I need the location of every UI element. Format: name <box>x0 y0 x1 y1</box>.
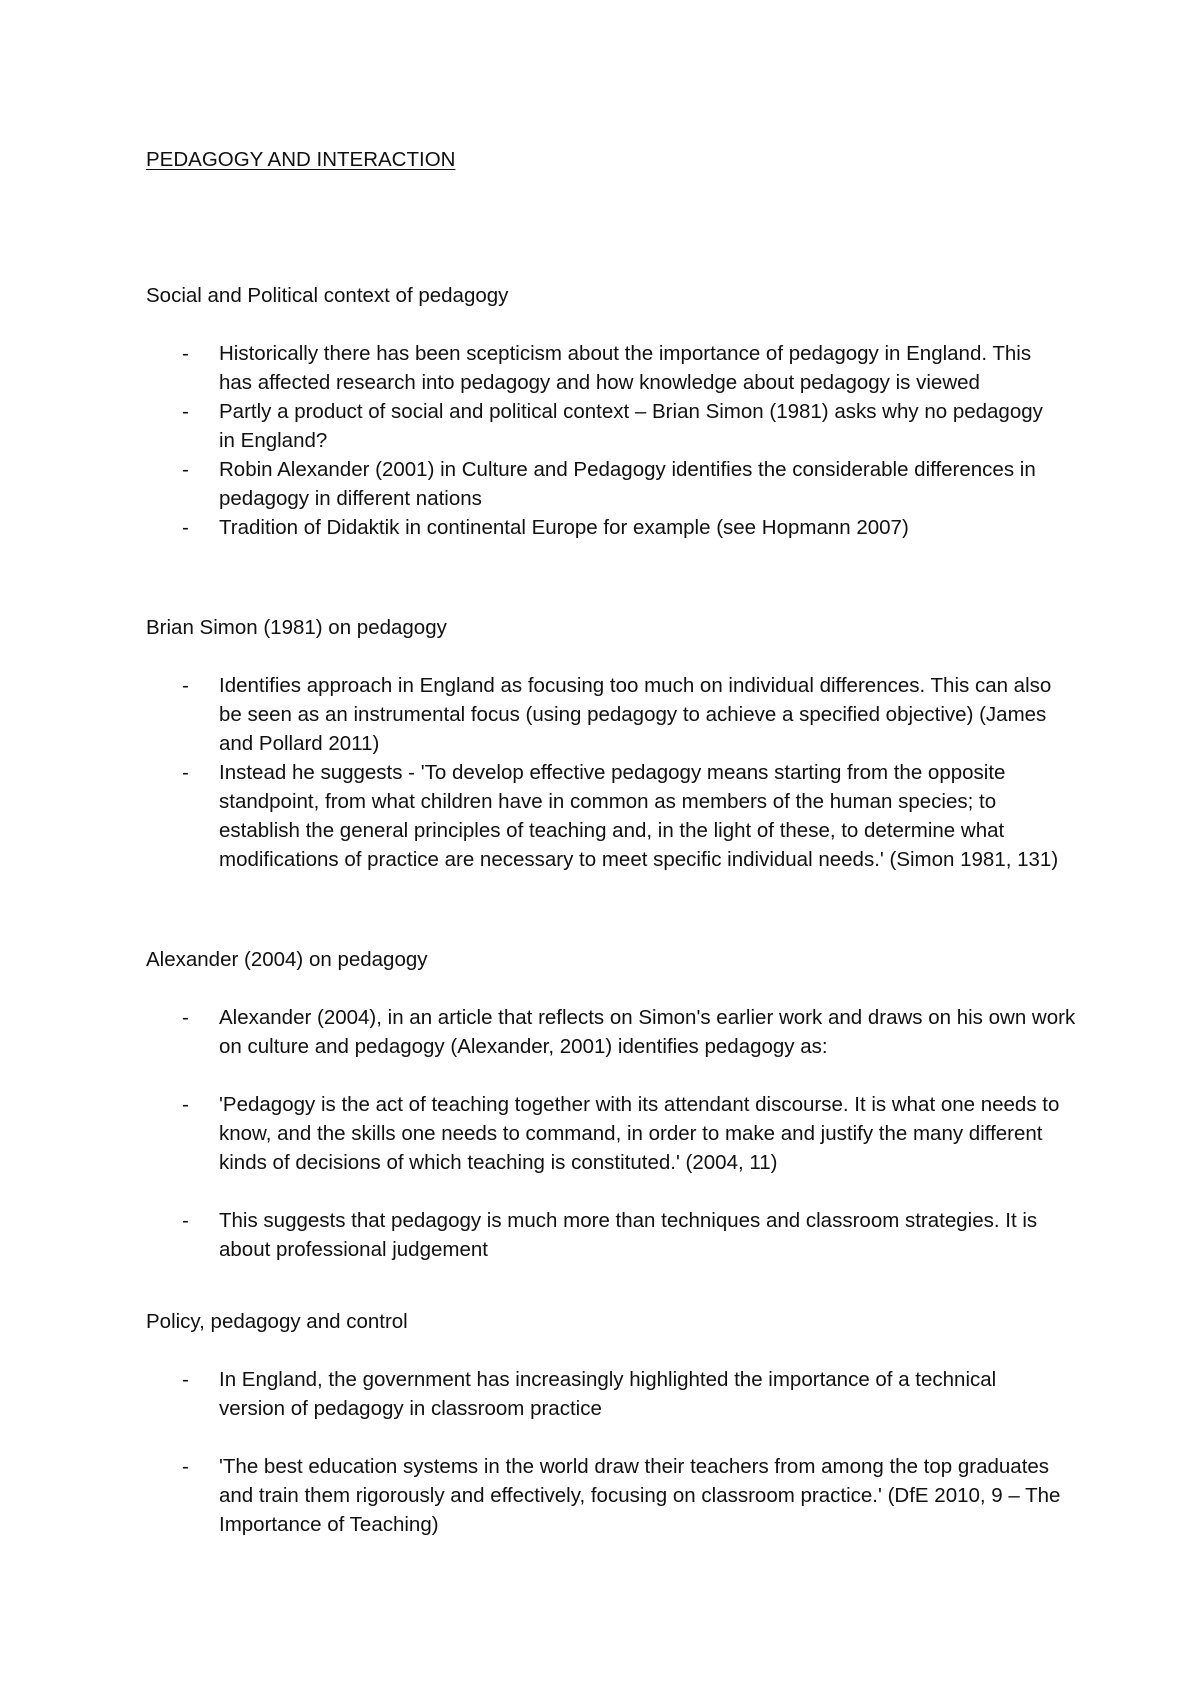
section-alexander <box>146 945 1086 1264</box>
list-item <box>146 455 1061 513</box>
list-item-text: This suggests that pedagogy is much more than techniques and classroom strategies. It is about professional judgement <box>219 1209 1038 1261</box>
bullet-marker: - <box>182 1455 189 1478</box>
document-title: PEDAGOGY AND INTERACTION <box>146 148 456 171</box>
list-item <box>146 1365 1061 1423</box>
bullet-list <box>146 671 1086 874</box>
bullet-marker: - <box>182 674 189 697</box>
list-item <box>146 339 1061 397</box>
bullet-marker: - <box>182 400 189 423</box>
bullet-marker: - <box>182 1093 189 1116</box>
bullet-marker: - <box>182 458 189 481</box>
list-item-text: Tradition of Didaktik in continental Europe for example (see Hopmann 2007) <box>219 516 909 539</box>
bullet-marker: - <box>182 761 189 784</box>
section-policy-pedagogy-control <box>146 1307 1086 1539</box>
list-item-text: Partly a product of social and political context – Brian Simon (1981) asks why no pedagogy in England? <box>219 400 1043 452</box>
section-heading: Brian Simon (1981) on pedagogy <box>146 616 447 639</box>
section-social-political-context <box>146 281 1086 542</box>
bullet-list <box>146 339 1086 542</box>
list-item-text: Identifies approach in England as focusing too much on individual differences. This can also be seen as an instrumental focus (using pedagogy to achieve a specified objective) (James and Pollard 2011) <box>219 674 1052 755</box>
section-heading: Alexander (2004) on pedagogy <box>146 948 428 971</box>
section-brian-simon <box>146 613 1086 874</box>
bullet-marker: - <box>182 342 189 365</box>
section-heading: Social and Political context of pedagogy <box>146 284 509 307</box>
bullet-list <box>146 1003 1086 1264</box>
list-item-text: Alexander (2004), in an article that reflects on Simon's earlier work and draws on his own work on culture and pedagogy (Alexander, 2001) identifies pedagogy as: <box>219 1006 1076 1058</box>
bullet-marker: - <box>182 516 189 539</box>
bullet-marker: - <box>182 1368 189 1391</box>
list-item <box>146 1452 1061 1539</box>
list-item <box>146 1206 1079 1264</box>
list-item <box>146 758 1061 874</box>
section-heading: Policy, pedagogy and control <box>146 1310 408 1333</box>
list-item <box>146 671 1061 758</box>
list-item <box>146 397 1061 455</box>
bullet-marker: - <box>182 1006 189 1029</box>
bullet-list <box>146 1365 1086 1539</box>
list-item-text: 'Pedagogy is the act of teaching together with its attendant discourse. It is what one needs to know, and the skills one needs to command, in order to make and justify the many different kinds of decisions of which teaching is constituted.' (2004, 11) <box>219 1093 1060 1174</box>
list-item <box>146 1003 1079 1061</box>
list-item-text: Robin Alexander (2001) in Culture and Pedagogy identifies the considerable differences in pedagogy in different nations <box>219 458 1036 510</box>
list-item-text: Historically there has been scepticism about the importance of pedagogy in England. This has affected research into pedagogy and how knowledge about pedagogy is viewed <box>219 342 1032 394</box>
list-item-text: Instead he suggests - 'To develop effective pedagogy means starting from the opposite standpoint, from what children have in common as members of the human species; to establish the general principles of teaching and, in the light of these, to determine what modifications of practice are necessary to meet specific individual needs.' (Simon 1981, 131) <box>219 761 1059 871</box>
list-item-text: In England, the government has increasingly highlighted the importance of a technical version of pedagogy in classroom practice <box>219 1368 997 1420</box>
list-item <box>146 513 1061 542</box>
list-item <box>146 1090 1079 1177</box>
list-item-text: 'The best education systems in the world draw their teachers from among the top graduates and train them rigorously and effectively, focusing on classroom practice.' (DfE 2010, 9 – The Importance of Teaching) <box>219 1455 1061 1536</box>
bullet-marker: - <box>182 1209 189 1232</box>
